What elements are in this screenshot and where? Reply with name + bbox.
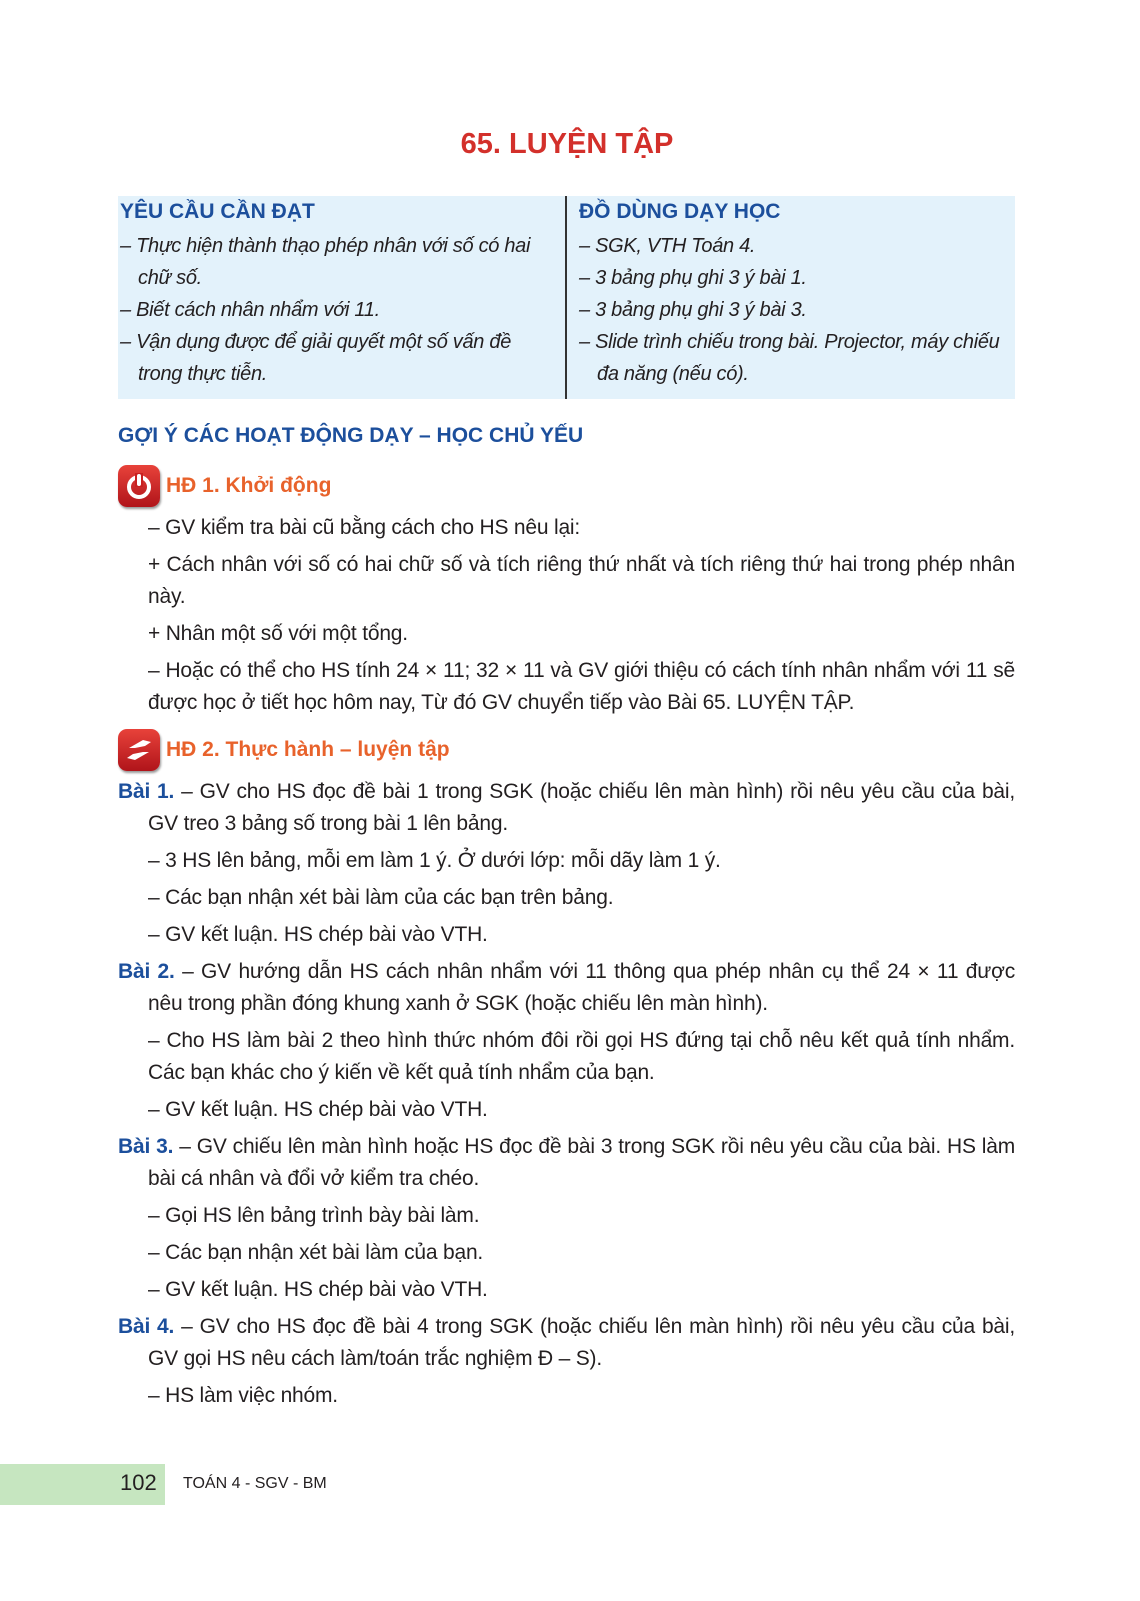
paragraph: – 3 HS lên bảng, mỗi em làm 1 ý. Ở dưới lớp: mỗi dãy làm 1 ý. (148, 849, 721, 872)
hd2-content (118, 776, 1015, 1417)
requirement-item: – Vận dụng được để giải quyết một số vấn đề trong thực tiễn. (120, 331, 512, 385)
paragraph: + Cách nhân với số có hai chữ số và tích riêng thứ nhất và tích riêng thứ hai trong phép nhân này. (148, 553, 1015, 608)
material-item: – 3 bảng phụ ghi 3 ý bài 3. (579, 299, 807, 321)
hd2-heading (118, 729, 450, 771)
exercise-lead: – GV cho HS đọc đề bài 4 trong SGK (hoặc chiếu lên màn hình) rồi nêu yêu cầu của bài, GV gọi HS nêu cách làm/toán trắc nghiệm Đ – S). (148, 1315, 1016, 1370)
hands-icon (118, 729, 160, 771)
exercise-lead: – GV chiếu lên màn hình hoặc HS đọc đề bài 3 trong SGK rồi nêu yêu cầu của bài. HS làm bài cá nhân và đổi vở kiểm tra chéo. (148, 1135, 1016, 1190)
exercise-lead: – GV hướng dẫn HS cách nhân nhẩm với 11 thông qua phép nhân cụ thể 24 × 11 được nêu trong phần đóng khung xanh ở SGK (hoặc chiếu lên màn hình). (148, 960, 1015, 1015)
paragraph: – GV kết luận. HS chép bài vào VTH. (148, 1278, 488, 1301)
material-item: – SGK, VTH Toán 4. (579, 235, 756, 257)
material-item: – 3 bảng phụ ghi 3 ý bài 1. (579, 267, 807, 289)
requirements-heading: YÊU CẦU CẦN ĐẠT (120, 200, 315, 223)
paragraph: – Gọi HS lên bảng trình bày bài làm. (148, 1204, 480, 1227)
footer-label: TOÁN 4 - SGV - BM (183, 1475, 327, 1492)
requirements-column (118, 196, 567, 399)
exercise-label: Bài 4. (118, 1315, 175, 1338)
exercise-label: Bài 3. (118, 1135, 174, 1158)
exercise-4 (118, 1311, 1015, 1375)
exercise-label: Bài 2. (118, 960, 175, 983)
page-number: 102 (120, 1470, 157, 1495)
paragraph: – Các bạn nhận xét bài làm của bạn. (148, 1241, 484, 1264)
hd1-content (118, 512, 1015, 724)
page-title: 65. LUYỆN TẬP (460, 128, 674, 160)
paragraph: + Nhân một số với một tổng. (148, 622, 408, 645)
exercise-lead: – GV cho HS đọc đề bài 1 trong SGK (hoặc chiếu lên màn hình) rồi nêu yêu cầu của bài, GV treo 3 bảng số trong bài 1 lên bảng. (148, 780, 1016, 835)
paragraph: – Cho HS làm bài 2 theo hình thức nhóm đôi rồi gọi HS đứng tại chỗ nêu kết quả tính nhẩm. Các bạn khác cho ý kiến về kết quả tính nhẩm của bạn. (148, 1029, 1015, 1084)
hd1-title: HĐ 1. Khởi động (166, 474, 332, 497)
paragraph: – GV kiểm tra bài cũ bằng cách cho HS nêu lại: (148, 516, 581, 539)
paragraph: – Các bạn nhận xét bài làm của các bạn trên bảng. (148, 886, 614, 909)
exercise-1 (118, 776, 1015, 840)
exercise-label: Bài 1. (118, 780, 175, 803)
paragraph: – HS làm việc nhóm. (148, 1384, 338, 1407)
requirement-item: – Biết cách nhân nhẩm với 11. (120, 299, 380, 321)
paragraph: – Hoặc có thể cho HS tính 24 × 11; 32 × 11 và GV giới thiệu có cách tính nhân nhẩm với 11 sẽ được học ở tiết học hôm nay, Từ đó GV chuyển tiếp vào Bài 65. LUYỆN TẬP. (148, 659, 1015, 714)
power-icon (118, 465, 160, 507)
paragraph: – GV kết luận. HS chép bài vào VTH. (148, 1098, 488, 1121)
section-heading: GỢI Ý CÁC HOẠT ĐỘNG DẠY – HỌC CHỦ YẾU (118, 424, 584, 447)
material-item: – Slide trình chiếu trong bài. Projector, máy chiếu đa năng (nếu có). (579, 331, 1000, 385)
hd2-title: HĐ 2. Thực hành – luyện tập (166, 738, 450, 761)
materials-column (567, 196, 1015, 399)
requirement-item: – Thực hiện thành thạo phép nhân với số có hai chữ số. (120, 235, 531, 289)
objectives-box (118, 196, 1015, 399)
exercise-3 (118, 1131, 1015, 1195)
materials-heading: ĐỒ DÙNG DẠY HỌC (579, 200, 781, 223)
paragraph: – GV kết luận. HS chép bài vào VTH. (148, 923, 488, 946)
hd1-heading (118, 465, 331, 507)
exercise-2 (118, 956, 1015, 1020)
